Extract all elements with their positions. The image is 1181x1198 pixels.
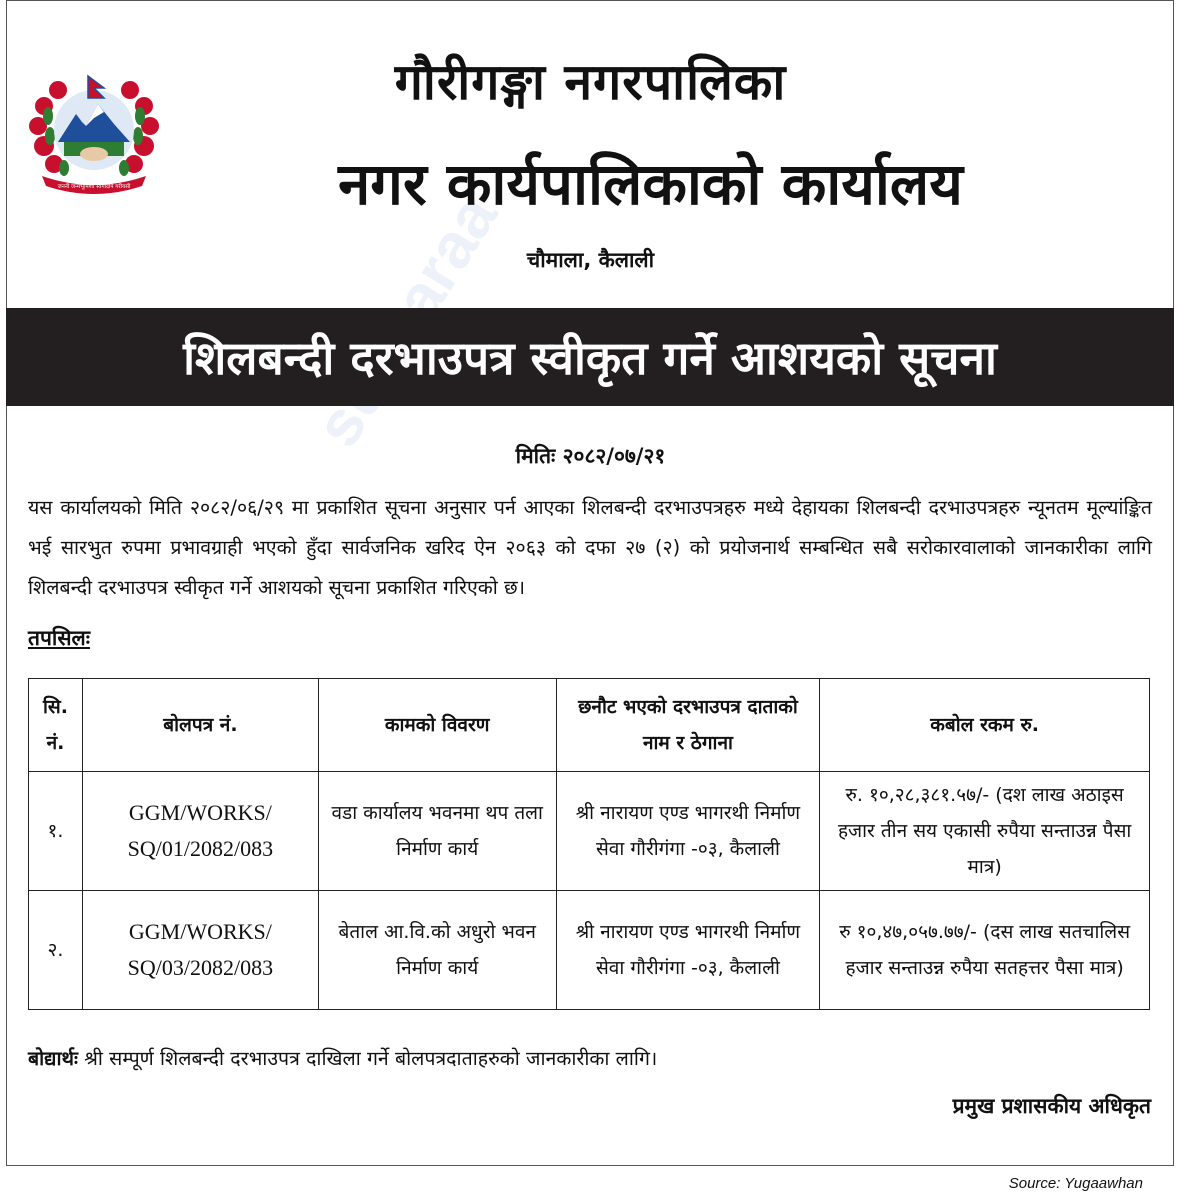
note-label: बोद्यार्थः — [28, 1047, 78, 1070]
table-header-row — [29, 679, 1150, 772]
col-bid-number: बोलपत्र नं. — [82, 679, 318, 772]
row-bid-number: GGM/WORKS/ SQ/01/2082/083 — [82, 772, 318, 891]
seal-motto: जननी जन्मभूमिश्च स्वर्गादपि गरीयसी — [57, 184, 131, 190]
table-row — [29, 772, 1150, 891]
details-heading: तपसिलः — [28, 626, 91, 650]
col-amount: कबोल रकम रु. — [820, 679, 1150, 772]
notice-title: शिलबन्दी दरभाउपत्र स्वीकृत गर्ने आशयको सूचना — [183, 331, 997, 385]
notice-date: मितिः २०८२/०७/२१ — [515, 444, 666, 468]
note-line — [28, 1044, 657, 1071]
award-table — [28, 678, 1150, 1010]
col-bidder: छनौट भएको दरभाउपत्र दाताको नाम र ठेगाना — [556, 679, 820, 772]
office-address: चौमाला, कैलाली — [526, 248, 655, 272]
col-work-description: कामको विवरण — [318, 679, 556, 772]
office-name: नगर कार्यपालिकाको कार्यालय — [338, 150, 963, 218]
row-amount: रु १०,४७,०५७.७७/- (दस लाख सतचालिस हजार सन्ताउन्न रुपैया सतहत्तर पैसा मात्र) — [820, 891, 1150, 1010]
row-serial: २. — [29, 891, 83, 1010]
source-credit: Source: Yugaawhan — [1008, 1175, 1143, 1192]
row-amount: रु. १०,२८,३८१.५७/- (दश लाख अठाइस हजार तीन सय एकासी रुपैया सन्ताउन्न पैसा मात्र) — [820, 772, 1150, 891]
signatory-title: प्रमुख प्रशासकीय अधिकृत — [952, 1094, 1151, 1118]
row-serial: १. — [29, 772, 83, 891]
notice-paragraph: यस कार्यालयको मिति २०८२/०६/२९ मा प्रकाशित सूचना अनुसार पर्न आएका शिलबन्दी दरभाउपत्रहरु मध्ये देहायका शिलबन्दी दरभाउपत्रहरु न्यूनतम मूल्यांङ्कित भई सारभुत रुपमा प्रभावग्राही भएको हुँदा सार्वजनिक खरिद ऐन २०६३ को दफा २७ (२) को प्रयोजनार्थ सम्बन्धित सबै सरोकारवालाको जानकारीका लागि शिलबन्दी दरभाउपत्र स्वीकृत गर्ने आशयको सूचना प्रकाशित गरिएको छ। — [28, 496, 1152, 599]
row-work-description: वडा कार्यालय भवनमा थप तला निर्माण कार्य — [318, 772, 556, 891]
row-bidder: श्री नारायण एण्ड भागरथी निर्माण सेवा गौरीगंगा -०३, कैलाली — [556, 772, 820, 891]
municipality-name: गौरीगङ्गा नगरपालिका — [394, 53, 787, 111]
row-bidder: श्री नारायण एण्ड भागरथी निर्माण सेवा गौरीगंगा -०३, कैलाली — [556, 891, 820, 1010]
note-text: श्री सम्पूर्ण शिलबन्दी दरभाउपत्र दाखिला गर्ने बोलपत्रदाताहरुको जानकारीका लागि। — [84, 1047, 658, 1070]
table-row — [29, 891, 1150, 1010]
row-bid-number: GGM/WORKS/ SQ/03/2082/083 — [82, 891, 318, 1010]
row-work-description: बेताल आ.वि.को अधुरो भवन निर्माण कार्य — [318, 891, 556, 1010]
col-serial: सि. नं. — [29, 679, 83, 772]
notice-title-banner — [6, 308, 1174, 406]
